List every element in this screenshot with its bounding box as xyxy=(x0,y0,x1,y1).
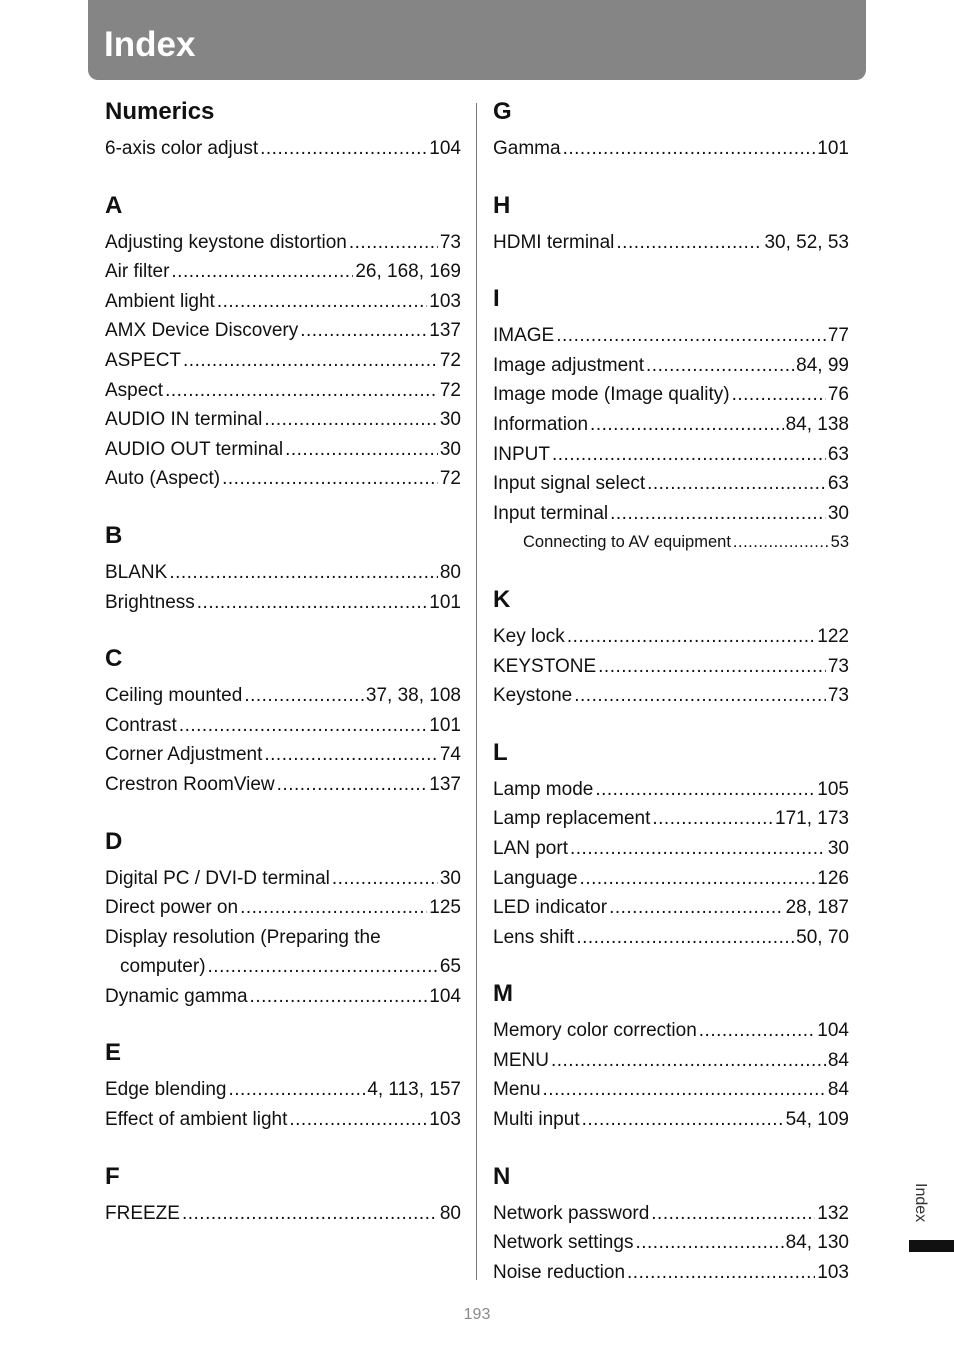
entry-pages: 50, 70 xyxy=(796,926,849,948)
entry-pages: 137 xyxy=(429,773,461,795)
entry-pages: 126 xyxy=(817,867,849,889)
entry-pages: 54, 109 xyxy=(785,1109,849,1131)
index-column-right xyxy=(493,95,849,1287)
dot-leader xyxy=(300,316,427,346)
dot-leader xyxy=(277,770,428,800)
index-section xyxy=(105,642,461,799)
index-entry xyxy=(105,864,461,894)
dot-leader xyxy=(552,440,826,470)
index-entry xyxy=(105,1075,461,1105)
dot-leader xyxy=(574,681,826,711)
dot-leader xyxy=(580,864,816,894)
section-heading: M xyxy=(493,980,513,1008)
entry-term: Input terminal xyxy=(493,502,609,524)
entry-term: Key lock xyxy=(493,625,565,647)
dot-leader xyxy=(610,499,826,529)
index-entry xyxy=(105,982,461,1012)
entry-term: Lamp mode xyxy=(493,778,594,800)
entry-pages: 65 xyxy=(439,956,461,978)
entry-pages: 80 xyxy=(439,1202,461,1224)
index-entry xyxy=(493,440,849,470)
entry-pages: 30, 52, 53 xyxy=(764,231,849,253)
index-subentry xyxy=(493,528,849,558)
entry-term: Edge blending xyxy=(105,1079,227,1101)
entry-pages: 37, 38, 108 xyxy=(365,685,461,707)
index-entry xyxy=(493,923,849,953)
dot-leader xyxy=(576,923,794,953)
entry-pages: 101 xyxy=(817,138,849,159)
index-section xyxy=(105,519,461,617)
entry-pages: 84, 99 xyxy=(796,354,849,376)
entry-pages: 30 xyxy=(439,867,461,889)
entry-pages: 73 xyxy=(827,685,849,707)
dot-leader xyxy=(182,1199,438,1229)
entry-pages: 63 xyxy=(827,473,849,495)
header-bar xyxy=(88,0,866,80)
entry-term-continued: computer) xyxy=(120,956,206,978)
dot-leader xyxy=(627,1258,815,1288)
entry-term: Lamp replacement xyxy=(493,808,651,830)
entry-term: Connecting to AV equipment xyxy=(523,533,731,552)
entry-pages: 73 xyxy=(439,231,461,253)
index-section xyxy=(105,825,461,1012)
section-heading: C xyxy=(105,645,123,673)
dot-leader xyxy=(183,346,438,376)
entry-pages: 132 xyxy=(817,1202,849,1224)
index-section xyxy=(105,189,461,494)
index-entry xyxy=(105,740,461,770)
index-entry xyxy=(493,1105,849,1135)
index-entry-continuation xyxy=(105,952,461,982)
entry-pages: 171, 173 xyxy=(775,808,849,830)
index-entry xyxy=(105,405,461,435)
entry-term: Memory color correction xyxy=(493,1020,697,1042)
dot-leader xyxy=(285,435,438,465)
entry-term: Image mode (Image quality) xyxy=(493,384,730,406)
entry-pages: 84 xyxy=(827,1079,849,1101)
index-column-left xyxy=(105,95,461,1228)
dot-leader xyxy=(570,834,826,864)
dot-leader xyxy=(250,982,428,1012)
index-section xyxy=(105,95,461,164)
entry-pages: 84, 130 xyxy=(785,1232,849,1254)
entry-term: Network password xyxy=(493,1202,650,1224)
entry-term: Digital PC / DVI-D terminal xyxy=(105,867,330,889)
entry-term: Aspect xyxy=(105,379,164,401)
index-section xyxy=(493,1160,849,1288)
dot-leader xyxy=(647,469,826,499)
entry-pages: 30 xyxy=(439,409,461,431)
entry-term: AUDIO OUT terminal xyxy=(105,438,284,460)
index-entry xyxy=(105,376,461,406)
entry-term: FREEZE xyxy=(105,1202,180,1224)
page-number: 193 xyxy=(463,1306,491,1323)
index-entry xyxy=(493,321,849,351)
entry-term: Noise reduction xyxy=(493,1261,626,1283)
entry-term: Contrast xyxy=(105,714,177,736)
section-heading: H xyxy=(493,191,511,219)
entry-pages: 72 xyxy=(439,349,461,371)
dot-leader xyxy=(171,257,353,287)
dot-leader xyxy=(208,952,438,982)
entry-term: 6-axis color adjust xyxy=(105,138,259,159)
index-section xyxy=(105,1160,461,1229)
index-entry xyxy=(105,1105,461,1135)
index-entry xyxy=(493,1046,849,1076)
entry-pages: 72 xyxy=(439,468,461,490)
index-entry xyxy=(105,134,461,164)
index-entry xyxy=(105,1199,461,1229)
entry-pages: 53 xyxy=(830,533,849,552)
index-entry xyxy=(105,558,461,588)
section-heading: G xyxy=(493,98,512,125)
entry-pages: 104 xyxy=(817,1020,849,1042)
side-tab-label: Index xyxy=(912,1183,929,1223)
dot-leader xyxy=(646,351,794,381)
entry-pages: 137 xyxy=(429,320,461,342)
entry-pages: 103 xyxy=(429,290,461,312)
entry-term: Adjusting keystone distortion xyxy=(105,231,347,253)
index-entry xyxy=(493,775,849,805)
entry-pages: 28, 187 xyxy=(785,897,849,919)
index-entry xyxy=(493,622,849,652)
index-entry xyxy=(493,893,849,923)
dot-leader xyxy=(260,134,427,164)
entry-pages: 104 xyxy=(429,985,461,1007)
entry-term: INPUT xyxy=(493,443,550,465)
entry-term: Auto (Aspect) xyxy=(105,468,221,490)
index-entry xyxy=(493,499,849,529)
index-entry xyxy=(493,804,849,834)
index-section xyxy=(105,1036,461,1134)
entry-term: ASPECT xyxy=(105,349,182,371)
dot-leader xyxy=(197,588,428,618)
section-heading: A xyxy=(105,191,123,219)
entry-term: Lens shift xyxy=(493,926,575,948)
index-entry xyxy=(493,1228,849,1258)
entry-pages: 63 xyxy=(827,443,849,465)
index-entry xyxy=(105,316,461,346)
entry-term: Crestron RoomView xyxy=(105,773,275,795)
entry-pages: 30 xyxy=(439,438,461,460)
index-section xyxy=(493,736,849,953)
entry-term: Ceiling mounted xyxy=(105,685,243,707)
dot-leader xyxy=(551,1046,826,1076)
entry-pages: 84, 138 xyxy=(785,413,849,435)
section-heading: D xyxy=(105,827,123,855)
entry-pages: 77 xyxy=(827,325,849,347)
index-section xyxy=(493,95,849,164)
entry-term: Network settings xyxy=(493,1232,634,1254)
dot-leader xyxy=(165,376,438,406)
index-entry xyxy=(493,1199,849,1229)
section-heading: E xyxy=(105,1039,122,1067)
dot-leader xyxy=(699,1016,816,1046)
dot-leader xyxy=(635,1228,783,1258)
column-divider xyxy=(476,103,477,1280)
dot-leader xyxy=(332,864,438,894)
entry-pages: 30 xyxy=(827,502,849,524)
index-entry xyxy=(493,469,849,499)
entry-term: AUDIO IN terminal xyxy=(105,409,263,431)
index-entry xyxy=(493,228,849,258)
dot-leader xyxy=(264,405,438,435)
entry-pages: 103 xyxy=(429,1109,461,1131)
entry-pages: 103 xyxy=(817,1261,849,1283)
entry-term: Display resolution (Preparing the xyxy=(105,926,381,948)
dot-leader xyxy=(590,410,784,440)
index-entry xyxy=(493,134,849,164)
side-tab-marker xyxy=(909,1240,954,1252)
entry-pages: 26, 168, 169 xyxy=(355,261,461,283)
dot-leader xyxy=(567,622,815,652)
entry-term: BLANK xyxy=(105,561,168,583)
section-heading: K xyxy=(493,585,511,613)
entry-term: Dynamic gamma xyxy=(105,985,248,1007)
index-entry xyxy=(105,435,461,465)
entry-term: AMX Device Discovery xyxy=(105,320,299,342)
section-heading: B xyxy=(105,521,123,549)
entry-term: Multi input xyxy=(493,1109,580,1131)
index-entry xyxy=(493,864,849,894)
entry-term: Language xyxy=(493,867,578,889)
entry-term: Input signal select xyxy=(493,473,646,495)
index-entry xyxy=(493,351,849,381)
dot-leader xyxy=(595,775,815,805)
entry-term: Corner Adjustment xyxy=(105,744,263,766)
index-entry xyxy=(105,346,461,376)
index-entry xyxy=(493,380,849,410)
entry-pages: 101 xyxy=(429,591,461,613)
dot-leader xyxy=(289,1105,427,1135)
index-entry xyxy=(105,257,461,287)
index-section xyxy=(493,583,849,711)
index-entry xyxy=(493,834,849,864)
entry-term: Menu xyxy=(493,1079,541,1101)
dot-leader xyxy=(240,893,427,923)
index-entry xyxy=(105,770,461,800)
entry-pages: 101 xyxy=(429,714,461,736)
entry-term: Direct power on xyxy=(105,897,239,919)
index-section xyxy=(493,189,849,258)
dot-leader xyxy=(616,228,762,258)
dot-leader xyxy=(244,681,364,711)
entry-term: Brightness xyxy=(105,591,195,613)
dot-leader xyxy=(179,711,427,741)
index-entry xyxy=(105,893,461,923)
entry-pages: 76 xyxy=(827,384,849,406)
entry-term: HDMI terminal xyxy=(493,231,615,253)
entry-term: Image adjustment xyxy=(493,354,645,376)
entry-pages: 74 xyxy=(439,744,461,766)
entry-term: IMAGE xyxy=(493,325,555,347)
dot-leader xyxy=(563,134,816,164)
index-entry xyxy=(493,410,849,440)
entry-term: Keystone xyxy=(493,685,573,707)
dot-leader xyxy=(229,1075,366,1105)
index-entry xyxy=(493,681,849,711)
dot-leader xyxy=(349,228,438,258)
entry-term: MENU xyxy=(493,1049,549,1071)
dot-leader xyxy=(651,1199,815,1229)
dot-leader xyxy=(169,558,438,588)
dot-leader xyxy=(609,893,784,923)
dot-leader xyxy=(543,1075,826,1105)
entry-term: LED indicator xyxy=(493,897,608,919)
entry-term: Ambient light xyxy=(105,290,215,312)
entry-pages: 122 xyxy=(817,625,849,647)
entry-pages: 30 xyxy=(827,837,849,859)
index-section xyxy=(493,977,849,1134)
entry-term: KEYSTONE xyxy=(493,655,597,677)
index-entry xyxy=(105,287,461,317)
entry-pages: 84 xyxy=(827,1049,849,1071)
index-entry xyxy=(105,711,461,741)
entry-term: Information xyxy=(493,413,589,435)
index-entry xyxy=(493,652,849,682)
entry-term: Effect of ambient light xyxy=(105,1109,288,1131)
index-entry xyxy=(105,464,461,494)
entry-pages: 105 xyxy=(817,778,849,800)
entry-pages: 125 xyxy=(429,897,461,919)
section-heading: N xyxy=(493,1162,511,1190)
dot-leader xyxy=(582,1105,784,1135)
dot-leader xyxy=(222,464,438,494)
index-entry xyxy=(493,1075,849,1105)
index-entry xyxy=(105,681,461,711)
dot-leader xyxy=(732,380,826,410)
entry-pages: 80 xyxy=(439,561,461,583)
index-entry xyxy=(493,1258,849,1288)
dot-leader xyxy=(598,652,826,682)
entry-pages: 104 xyxy=(429,138,461,159)
dot-leader xyxy=(733,528,829,558)
index-section xyxy=(493,282,849,558)
index-entry xyxy=(105,228,461,258)
entry-term: LAN port xyxy=(493,837,568,859)
page-title: Index xyxy=(104,25,196,64)
section-heading: F xyxy=(105,1162,120,1190)
dot-leader xyxy=(217,287,427,317)
entry-term: Gamma xyxy=(493,138,561,159)
entry-term: Air filter xyxy=(105,261,170,283)
index-entry xyxy=(493,1016,849,1046)
section-heading: Numerics xyxy=(105,98,215,125)
entry-pages: 73 xyxy=(827,655,849,677)
section-heading: I xyxy=(493,285,500,313)
section-heading: L xyxy=(493,738,508,766)
dot-leader xyxy=(264,740,438,770)
dot-leader xyxy=(556,321,826,351)
entry-pages: 72 xyxy=(439,379,461,401)
dot-leader xyxy=(652,804,773,834)
index-entry xyxy=(105,588,461,618)
entry-pages: 4, 113, 157 xyxy=(367,1079,461,1101)
index-entry xyxy=(105,923,461,953)
